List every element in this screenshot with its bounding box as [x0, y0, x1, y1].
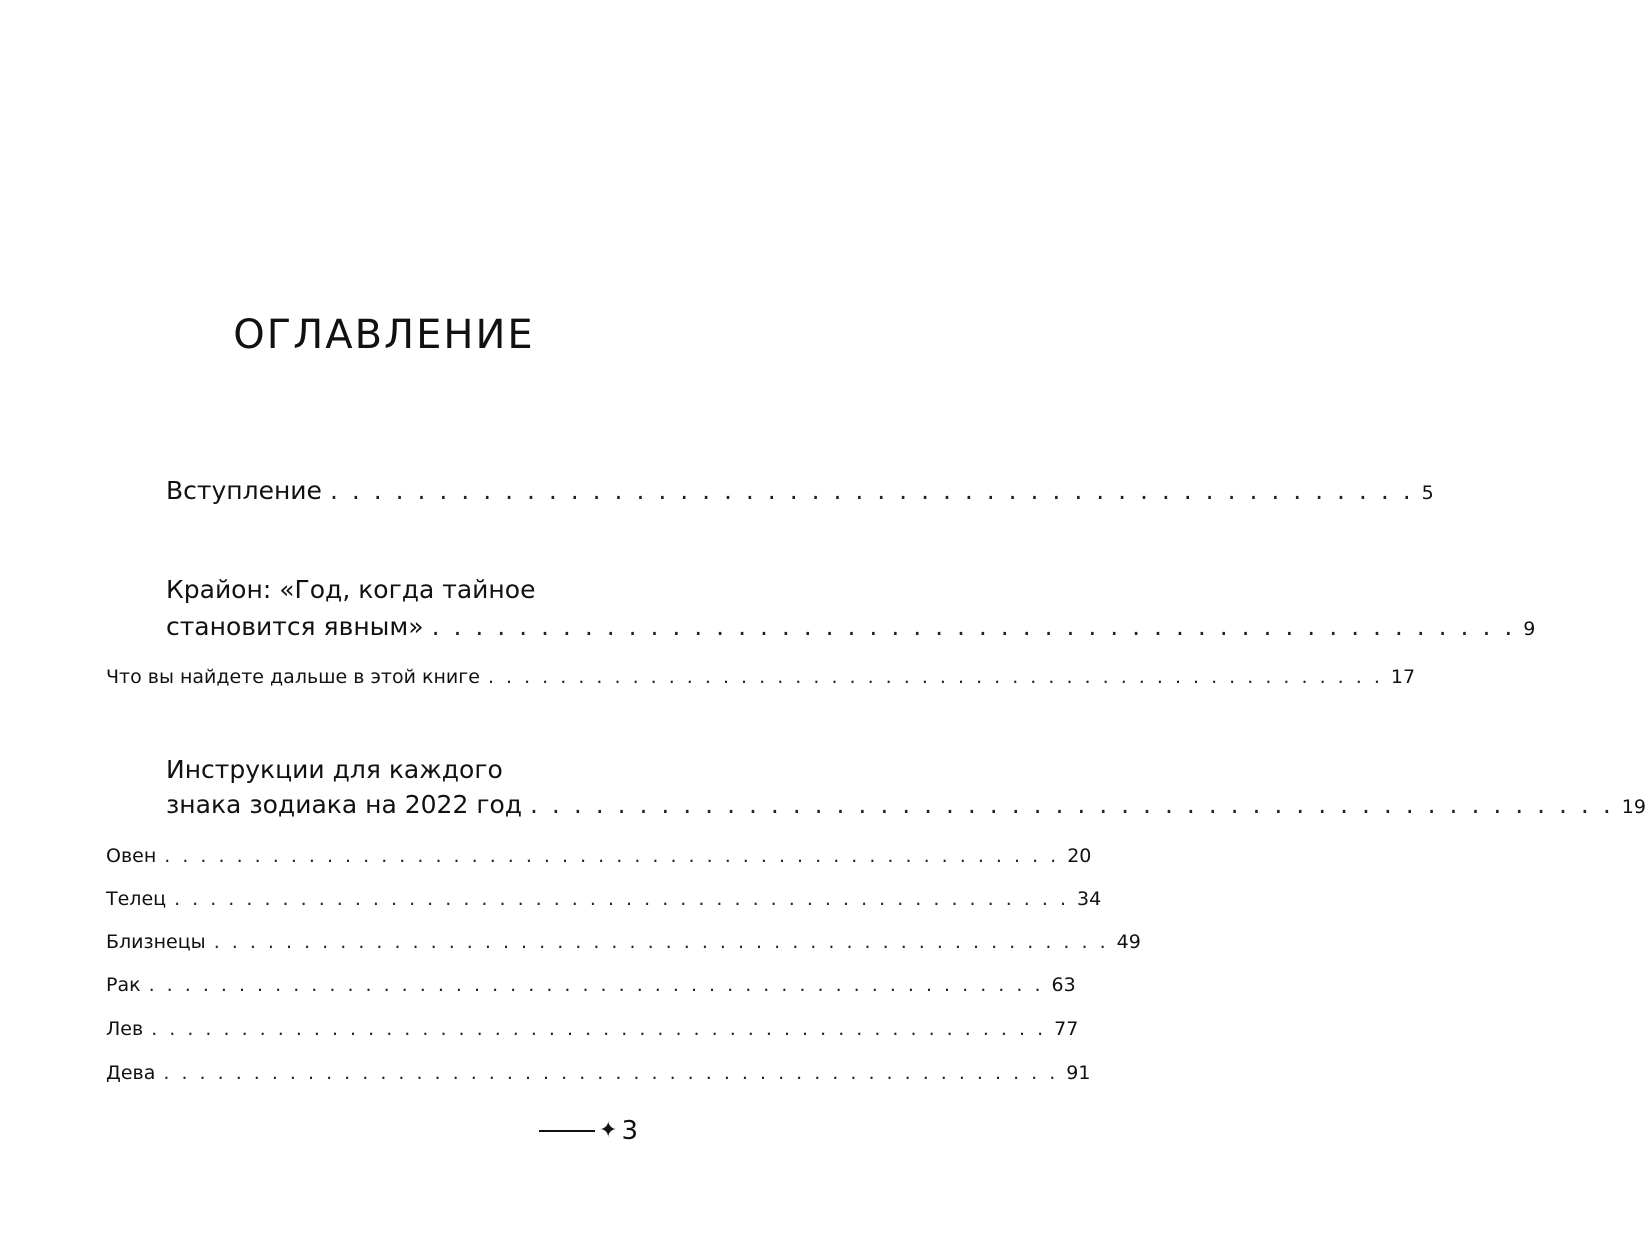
page-title: ОГЛАВЛЕНИЕ — [233, 312, 535, 358]
toc-entry-label: Рак — [106, 974, 141, 996]
page-footer — [539, 1116, 638, 1146]
toc-entry-what-next[interactable] — [106, 666, 1416, 688]
toc-entry-sign[interactable] — [106, 931, 1141, 953]
toc-entry-label: знака зодиака на 2022 год — [166, 790, 523, 819]
dot-leader: . . . . . . . . . . . . . . . . . . . . . . . . . . . . . . . . . . . . . . . . . . . . . . . . . . — [213, 931, 1109, 953]
toc-entry-page: 63 — [1051, 974, 1076, 996]
star-ornament-icon: ✦ — [599, 1118, 618, 1143]
toc-entry-page: 9 — [1523, 618, 1536, 640]
dot-leader: . . . . . . . . . . . . . . . . . . . . . . . . . . . . . . . . . . . . . . . . . . . . . . . . . . — [174, 888, 1069, 910]
toc-entry-sign[interactable] — [106, 845, 1092, 867]
dot-leader: . . . . . . . . . . . . . . . . . . . . . . . . . . . . . . . . . . . . . . . . . . . . . . . . . . — [148, 974, 1044, 996]
toc-entry-label: Лев — [106, 1018, 144, 1040]
toc-entry-label: Вступление — [166, 476, 322, 505]
toc-entry-sign[interactable] — [106, 1062, 1091, 1084]
toc-entry-instructions[interactable] — [166, 790, 1646, 819]
dot-leader: . . . . . . . . . . . . . . . . . . . . . . . . . . . . . . . . . . . . . . . . . . . . . . . . . . — [329, 476, 1414, 505]
dot-leader: . . . . . . . . . . . . . . . . . . . . . . . . . . . . . . . . . . . . . . . . . . . . . . . . . . — [163, 1062, 1059, 1084]
dot-leader: . . . . . . . . . . . . . . . . . . . . . . . . . . . . . . . . . . . . . . . . . . . . . . . . . . — [530, 790, 1614, 819]
dot-leader: . . . . . . . . . . . . . . . . . . . . . . . . . . . . . . . . . . . . . . . . . . . . . . . . . . — [151, 1018, 1047, 1040]
toc-entry-label: Дева — [106, 1062, 156, 1084]
toc-entry-page: 20 — [1067, 845, 1092, 867]
toc-entry-page: 91 — [1066, 1062, 1091, 1084]
footer-rule — [539, 1130, 595, 1132]
toc-entry-kryon[interactable] — [166, 612, 1536, 641]
toc-entry-instructions-line1[interactable]: Инструкции для каждого — [166, 755, 503, 784]
toc-entry-page: 34 — [1076, 888, 1102, 910]
toc-entry-intro[interactable] — [166, 476, 1434, 505]
dot-leader: . . . . . . . . . . . . . . . . . . . . . . . . . . . . . . . . . . . . . . . . . . . . . . . . . . — [431, 612, 1516, 641]
toc-entry-sign[interactable] — [106, 1018, 1079, 1040]
toc-entry-label: Овен — [106, 845, 157, 867]
toc-entry-page: 49 — [1116, 931, 1141, 953]
toc-entry-sign[interactable] — [106, 974, 1076, 996]
dot-leader: . . . . . . . . . . . . . . . . . . . . . . . . . . . . . . . . . . . . . . . . . . . . . . . . . . — [164, 845, 1060, 867]
toc-entry-label: Что вы найдете дальше в этой книге — [106, 666, 480, 688]
toc-entry-label: Телец — [106, 888, 167, 910]
page-number: 3 — [621, 1116, 638, 1146]
dot-leader: . . . . . . . . . . . . . . . . . . . . . . . . . . . . . . . . . . . . . . . . . . . . . . . . . . — [487, 666, 1383, 688]
toc-entry-label: Близнецы — [106, 931, 206, 953]
toc-entry-kryon-line1[interactable]: Крайон: «Год, когда тайное — [166, 575, 536, 604]
toc-entry-label: становится явным» — [166, 612, 424, 641]
toc-entry-page: 77 — [1054, 1018, 1079, 1040]
toc-entry-page: 19 — [1621, 796, 1646, 818]
toc-entry-sign[interactable] — [106, 888, 1102, 910]
toc-entry-page: 5 — [1421, 482, 1434, 504]
toc-entry-page: 17 — [1390, 666, 1416, 688]
